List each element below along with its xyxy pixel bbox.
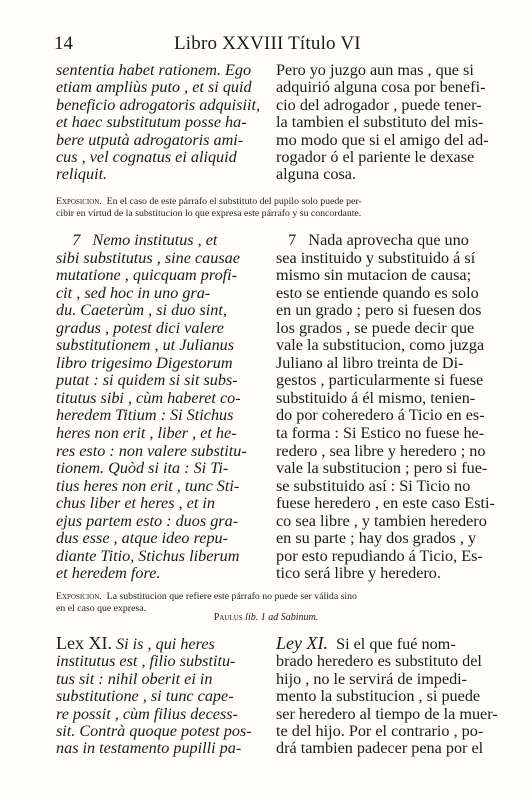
citation-book: lib. 1 ad Sabinum.	[245, 612, 319, 623]
latin-paragraph-2: 7 Nemo institutus , et sibi substitutus , sine causae mutatione , quicquam profi- cit , sed hoc in uno gra- du. Caeterùm , si duo sint, gradus , potest dici valere substitutionem , ut Julianus libro trigesimo Digestorum putat : si quidem si sit subs- titutus sibi , cùm haberet co- heredem Titium : Si Stichus heres non erit , liber , et he- res esto : non valere substitu- tionem. Quòd si ita : Si Ti- tius heres non erit , tunc Sti- chus liber et heres , et in ejus partem esto : duos gra- dus esse , atque ideo repu- diante Titio, Stichus liberum et heredem fore.	[56, 231, 247, 583]
latin-paragraph-3-text: Si is , qui heres institutus est , filio substitu- tus sit : nihil oberit ei in substitutione , si tunc cape- re possit , cùm filius decess- sit. Contrà quoque potest pos- nas in testamento pupilli pa-	[56, 635, 252, 758]
page-number: 14	[54, 33, 73, 54]
exposicion-note-1	[56, 196, 474, 220]
lex-heading: Lex XI.	[56, 633, 112, 653]
latin-paragraph-3	[56, 635, 268, 758]
exposicion-label-2: Exposicion.	[56, 591, 102, 602]
exposicion-label-1: Exposicion.	[56, 196, 102, 207]
exposicion-text-2: La substitucion que refiere este párrafo no puede ser válida sino en el caso que expresa.	[56, 591, 357, 614]
spanish-paragraph-2: 7 Nada aprovecha que uno sea instituido y substituido á sí mismo sin mutacion de causa; esto se entiende quando es solo en un grado ; pero si fuesen dos los grados , se puede decir que vale la substitucion, como juzga Juliano al libro treinta de Di- gestos , particularmente si fuese substituido á él mismo, tenien- do por coheredero á Ticio en es- ta forma : Si Estico no fuese he- redero , sea libre y heredero ; no vale la substitucion ; pero si fue- se substituido así : Si Ticio no fuese heredero , en este caso Esti- co sea libre , y tambien heredero en su parte ; hay dos grados , y por esto repudiando á Ticio, Es- tico será libre y heredero.	[276, 231, 495, 583]
ley-heading: Ley XI.	[276, 633, 328, 653]
latin-paragraph-1: sententia habet rationem. Ego etiam ampliùs puto , et si quid beneficio adrogatoris adquisiit, et haec substitutum posse ha- bere utputà adrogatoris ami- cus , vel cognatus ei aliquid reliquit.	[56, 61, 260, 184]
spanish-paragraph-3	[276, 633, 498, 758]
exposicion-text-1: En el caso de este párrafo el substituto del pupilo solo puede per- cibir en virtud de la substitucion lo que expresa este párrafo y su concordante.	[56, 196, 362, 219]
spanish-paragraph-3-text: Si el que fué nom- brado heredero es substituto del hijo , no le servirá de impedi- mento la substitucion , si puede ser heredero al tiempo de la muer- te del hijo. Por el contrario , po- drá tambien padecer pena por el	[276, 635, 498, 758]
spanish-paragraph-1: Pero yo juzgo aun mas , que si adquirió alguna cosa por benefi- cio del adrogador , puede tener- la tambien el substituto del mis- mo modo que si el amigo del ad- rogador ó el pariente le dexase alguna cosa.	[276, 61, 489, 184]
citation-author: Paulus	[213, 612, 243, 623]
running-title: Libro XXVIII Título VI	[174, 33, 361, 54]
source-citation	[0, 612, 532, 623]
